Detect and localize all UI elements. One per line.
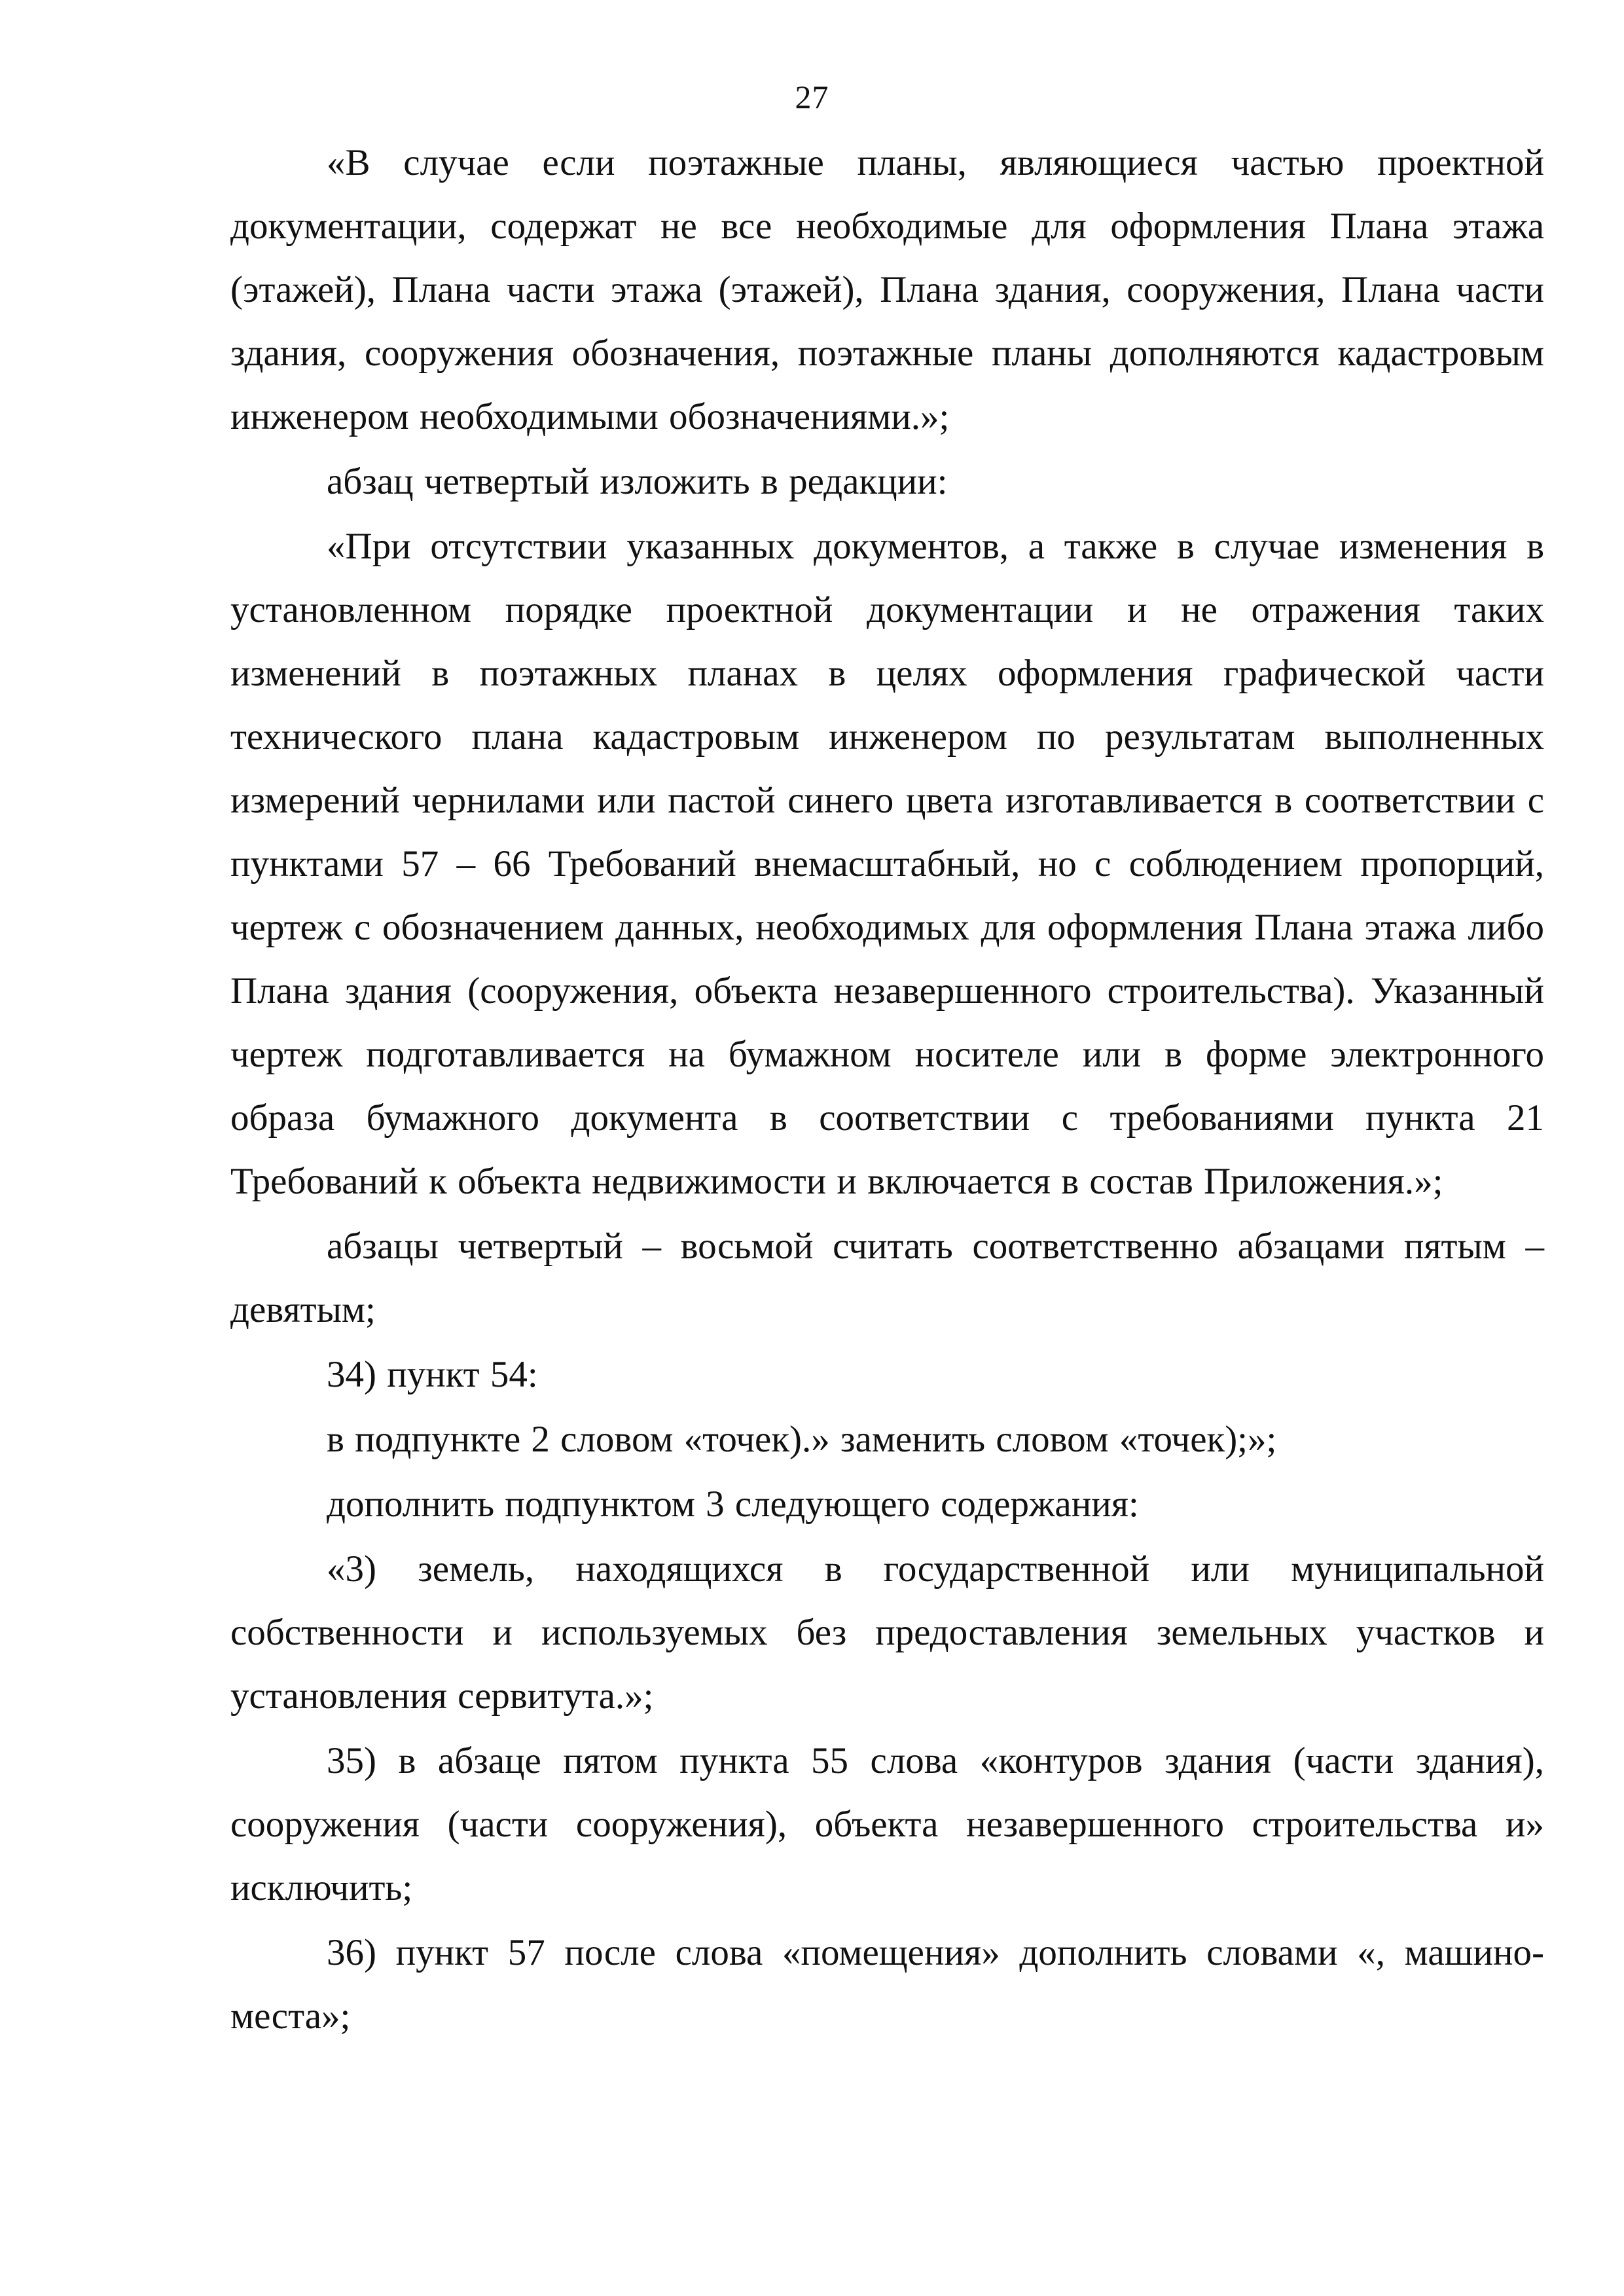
paragraph-2: абзац четвертый изложить в редакции:	[327, 461, 948, 502]
paragraph-5: 34) пункт 54:	[327, 1354, 538, 1395]
paragraph-8: «3) земель, находящихся в государственной или муниципальной собственности и используемых без предоставления земельных участков и установления сервитута.»;	[230, 1548, 1544, 1717]
paragraph-3: «При отсутствии указанных документов, а также в случае изменения в установленном порядке проектной документации и не отражения таких изменений в поэтажных планах в целях оформления графической части технического плана кадастровым инженером по результатам выполненных измерений чернилами или пастой синего цвета изготавливается в соответствии с пунктами 57 – 66 Требований внемасштабный, но с соблюдением пропорций, чертеж с обозначением данных, необходимых для оформления Плана этажа либо Плана здания (сооружения, объекта незавершенного строительства). Указанный чертеж подготавливается на бумажном носителе или в форме электронного образа бумажного документа в соответствии с требованиями пункта 21 Требований к объекта недвижимости и включается в состав Приложения.»;	[230, 526, 1544, 1202]
document-body	[230, 131, 1544, 2048]
paragraph-7: дополнить подпунктом 3 следующего содержания:	[327, 1484, 1139, 1525]
paragraph-1: «В случае если поэтажные планы, являющиеся частью проектной документации, содержат не все необходимые для оформления Плана этажа (этажей), Плана части этажа (этажей), Плана здания, сооружения, Плана части здания, сооружения обозначения, поэтажные планы дополняются кадастровым инженером необходимыми обозначениями.»;	[230, 142, 1544, 437]
paragraph-4: абзацы четвертый – восьмой считать соответственно абзацами пятым – девятым;	[230, 1226, 1544, 1330]
paragraph-6: в подпункте 2 словом «точек).» заменить словом «точек);»;	[327, 1419, 1277, 1460]
paragraph-9: 35) в абзаце пятом пункта 55 слова «контуров здания (части здания), сооружения (части сооружения), объекта незавершенного строительства и» исключить;	[230, 1740, 1544, 1908]
paragraph-10: 36) пункт 57 после слова «помещения» дополнить словами «, машино-места»;	[230, 1932, 1544, 2037]
page-number: 27	[795, 79, 829, 115]
